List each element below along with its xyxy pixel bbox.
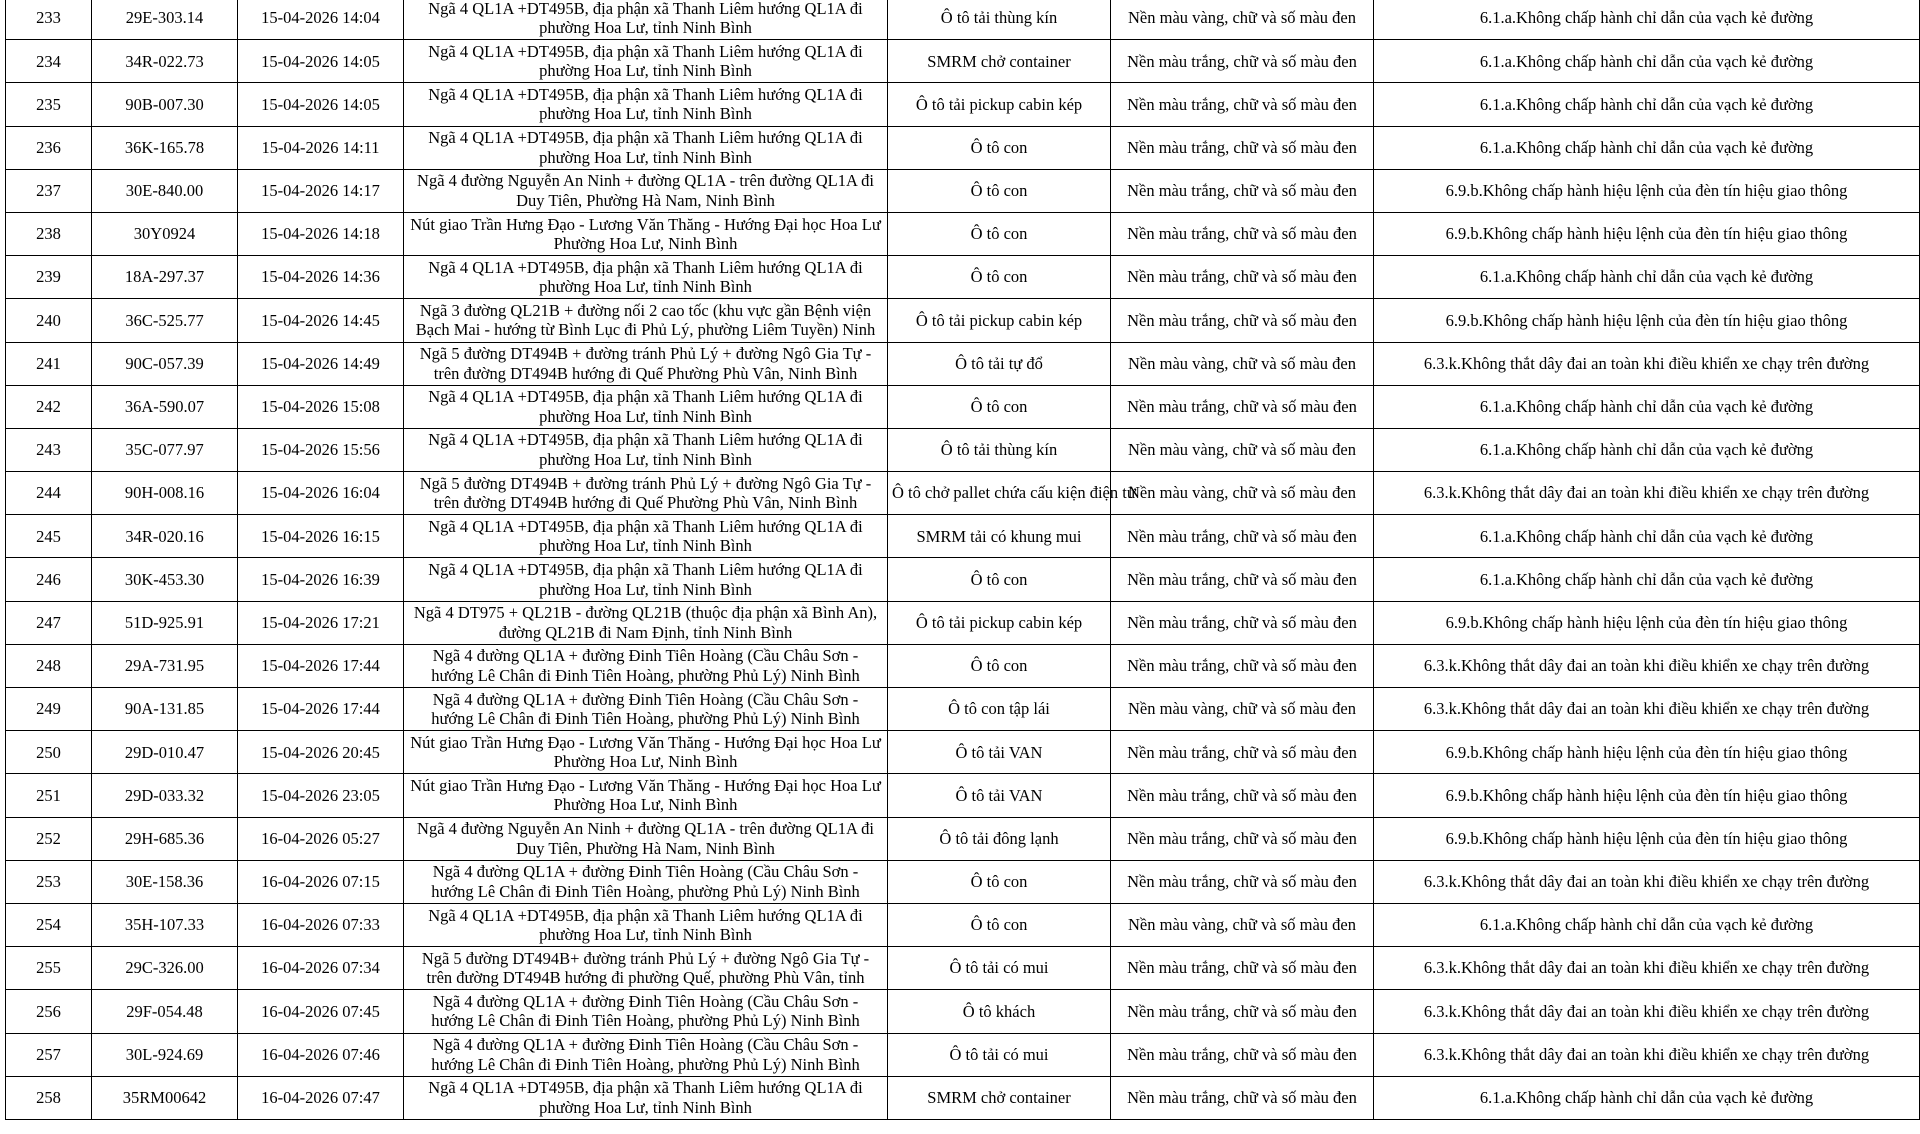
license-plate-cell: 30E-840.00: [92, 169, 238, 212]
vehicle-type-cell: SMRM chở container: [888, 40, 1111, 83]
violation-location-cell: [404, 385, 888, 428]
violation-time-cell: 15-04-2026 14:18: [238, 212, 404, 255]
location-text: Ngã 4 DT975 + QL21B - đường QL21B (thuộc địa phận xã Bình An), đường QL21B đi Nam Định, tỉnh Ninh Bình: [413, 603, 878, 642]
plate-color-cell: Nền màu vàng, chữ và số màu đen: [1111, 428, 1374, 471]
violation-location-cell: [404, 601, 888, 644]
row-number-cell: 242: [6, 385, 92, 428]
violation-location-cell: [404, 256, 888, 299]
plate-color-cell: Nền màu trắng, chữ và số màu đen: [1111, 256, 1374, 299]
location-text: Ngã 5 đường DT494B + đường tránh Phủ Lý + đường Ngô Gia Tự - trên đường DT494B hướng đi Quế Phường Phù Vân, Ninh Bình: [419, 344, 872, 383]
plate-color-cell: Nền màu trắng, chữ và số màu đen: [1111, 169, 1374, 212]
plate-color-cell: Nền màu trắng, chữ và số màu đen: [1111, 817, 1374, 860]
plate-color-cell: Nền màu trắng, chữ và số màu đen: [1111, 860, 1374, 903]
row-number-cell: 257: [6, 1033, 92, 1076]
violation-description-cell: 6.3.k.Không thắt dây đai an toàn khi điều khiển xe chạy trên đường: [1374, 644, 1920, 687]
plate-color-cell: Nền màu vàng, chữ và số màu đen: [1111, 0, 1374, 40]
row-number-cell: 234: [6, 40, 92, 83]
vehicle-type-cell: Ô tô con: [888, 644, 1111, 687]
vehicle-type-cell: Ô tô con: [888, 903, 1111, 946]
location-text: Nút giao Trần Hưng Đạo - Lương Văn Thăng - Hướng Đại học Hoa Lư Phường Hoa Lư, Ninh Bình: [410, 214, 881, 254]
location-text: Ngã 5 đường DT494B + đường tránh Phủ Lý + đường Ngô Gia Tự - trên đường DT494B hướng đi Quế Phường Phù Vân, Ninh Bình: [419, 473, 872, 513]
plate-color-cell: Nền màu vàng, chữ và số màu đen: [1111, 472, 1374, 515]
violation-description-cell: 6.3.k.Không thắt dây đai an toàn khi điều khiển xe chạy trên đường: [1374, 947, 1920, 990]
violation-table: [5, 0, 1920, 1120]
table-row: [6, 385, 1920, 428]
violation-location-cell: [404, 1033, 888, 1076]
vehicle-type-cell: Ô tô con: [888, 169, 1111, 212]
row-number-cell: 247: [6, 601, 92, 644]
vehicle-type-cell: Ô tô con: [888, 256, 1111, 299]
table-row: [6, 1076, 1920, 1119]
violation-description-cell: 6.9.b.Không chấp hành hiệu lệnh của đèn tín hiệu giao thông: [1374, 169, 1920, 212]
violation-time-cell: 15-04-2026 17:21: [238, 601, 404, 644]
table-row: [6, 126, 1920, 169]
vehicle-type-cell: Ô tô con: [888, 126, 1111, 169]
vehicle-type-cell: SMRM tải có khung mui: [888, 515, 1111, 558]
license-plate-cell: 30L-924.69: [92, 1033, 238, 1076]
table-row: [6, 947, 1920, 990]
violation-location-cell: [404, 169, 888, 212]
plate-color-cell: Nền màu trắng, chữ và số màu đen: [1111, 126, 1374, 169]
violation-location-cell: [404, 472, 888, 515]
violation-location-cell: [404, 342, 888, 385]
plate-color-cell: Nền màu trắng, chữ và số màu đen: [1111, 558, 1374, 601]
row-number-cell: 244: [6, 472, 92, 515]
row-number-cell: 256: [6, 990, 92, 1033]
violation-time-cell: 16-04-2026 07:47: [238, 1076, 404, 1119]
plate-color-cell: Nền màu trắng, chữ và số màu đen: [1111, 40, 1374, 83]
row-number-cell: 254: [6, 903, 92, 946]
violation-time-cell: 15-04-2026 14:45: [238, 299, 404, 342]
table-row: [6, 817, 1920, 860]
vehicle-type-cell: Ô tô con: [888, 860, 1111, 903]
vehicle-type-cell: Ô tô con: [888, 385, 1111, 428]
violation-time-cell: 16-04-2026 05:27: [238, 817, 404, 860]
vehicle-type-cell: Ô tô tải có mui: [888, 947, 1111, 990]
violation-time-cell: 15-04-2026 14:11: [238, 126, 404, 169]
violation-time-cell: 15-04-2026 16:39: [238, 558, 404, 601]
vehicle-type-cell: Ô tô con: [888, 212, 1111, 255]
violation-description-cell: 6.1.a.Không chấp hành chỉ dẫn của vạch kẻ đường: [1374, 256, 1920, 299]
location-text: Ngã 4 đường Nguyễn An Ninh + đường QL1A - trên đường QL1A đi Duy Tiên, Phường Hà Nam, Ninh Bình: [417, 819, 874, 858]
plate-color-cell: Nền màu trắng, chữ và số màu đen: [1111, 731, 1374, 774]
vehicle-type-cell: Ô tô con: [888, 558, 1111, 601]
vehicle-type-cell: Ô tô tải pickup cabin kép: [888, 299, 1111, 342]
violation-time-cell: 16-04-2026 07:46: [238, 1033, 404, 1076]
license-plate-cell: 30K-453.30: [92, 558, 238, 601]
license-plate-cell: 34R-022.73: [92, 40, 238, 83]
row-number-cell: 236: [6, 126, 92, 169]
license-plate-cell: 90C-057.39: [92, 342, 238, 385]
table-row: [6, 40, 1920, 83]
location-text: Ngã 4 đường QL1A + đường Đinh Tiên Hoàng (Cầu Châu Sơn - hướng Lê Chân đi Đinh Tiên Hoàng, phường Phủ Lý) Ninh Bình: [431, 689, 860, 729]
location-text: Ngã 4 đường QL1A + đường Đinh Tiên Hoàng (Cầu Châu Sơn - hướng Lê Chân đi Đinh Tiên Hoàng, phường Phủ Lý) Ninh Bình: [431, 991, 860, 1031]
license-plate-cell: 36A-590.07: [92, 385, 238, 428]
location-text: Ngã 4 QL1A +DT495B, địa phận xã Thanh Liêm hướng QL1A đi phường Hoa Lư, tỉnh Ninh Bình: [428, 430, 863, 469]
violation-location-cell: [404, 688, 888, 731]
table-row: [6, 688, 1920, 731]
table-row: [6, 860, 1920, 903]
violation-description-cell: 6.9.b.Không chấp hành hiệu lệnh của đèn tín hiệu giao thông: [1374, 299, 1920, 342]
violation-location-cell: [404, 126, 888, 169]
plate-color-cell: Nền màu trắng, chữ và số màu đen: [1111, 947, 1374, 990]
vehicle-type-cell: Ô tô tải pickup cabin kép: [888, 83, 1111, 126]
violation-time-cell: 15-04-2026 14:49: [238, 342, 404, 385]
plate-color-cell: Nền màu trắng, chữ và số màu đen: [1111, 1076, 1374, 1119]
violation-time-cell: 15-04-2026 15:08: [238, 385, 404, 428]
violation-time-cell: 15-04-2026 17:44: [238, 688, 404, 731]
table-row: [6, 212, 1920, 255]
table-row: [6, 83, 1920, 126]
vehicle-type-cell: Ô tô tải đông lạnh: [888, 817, 1111, 860]
vehicle-type-cell: Ô tô tải thùng kín: [888, 428, 1111, 471]
violation-description-cell: 6.3.k.Không thắt dây đai an toàn khi điều khiển xe chạy trên đường: [1374, 860, 1920, 903]
violation-time-cell: 15-04-2026 14:05: [238, 83, 404, 126]
location-text: Ngã 4 đường QL1A + đường Đinh Tiên Hoàng (Cầu Châu Sơn - hướng Lê Chân đi Đinh Tiên Hoàng, phường Phủ Lý) Ninh Bình: [431, 646, 860, 685]
violation-location-cell: [404, 40, 888, 83]
violation-description-cell: 6.1.a.Không chấp hành chỉ dẫn của vạch kẻ đường: [1374, 83, 1920, 126]
table-row: [6, 601, 1920, 644]
row-number-cell: 255: [6, 947, 92, 990]
row-number-cell: 252: [6, 817, 92, 860]
vehicle-type-cell: Ô tô tải tự đổ: [888, 342, 1111, 385]
violation-time-cell: 15-04-2026 16:15: [238, 515, 404, 558]
row-number-cell: 248: [6, 644, 92, 687]
license-plate-cell: 35RM00642: [92, 1076, 238, 1119]
row-number-cell: 243: [6, 428, 92, 471]
violation-description-cell: 6.1.a.Không chấp hành chỉ dẫn của vạch kẻ đường: [1374, 0, 1920, 40]
violation-description-cell: 6.1.a.Không chấp hành chỉ dẫn của vạch kẻ đường: [1374, 558, 1920, 601]
row-number-cell: 246: [6, 558, 92, 601]
violation-time-cell: 15-04-2026 14:36: [238, 256, 404, 299]
violation-description-cell: 6.9.b.Không chấp hành hiệu lệnh của đèn tín hiệu giao thông: [1374, 731, 1920, 774]
table-row: [6, 169, 1920, 212]
violation-time-cell: 15-04-2026 15:56: [238, 428, 404, 471]
license-plate-cell: 36K-165.78: [92, 126, 238, 169]
vehicle-type-cell: Ô tô tải VAN: [888, 774, 1111, 817]
row-number-cell: 253: [6, 860, 92, 903]
license-plate-cell: 29A-731.95: [92, 644, 238, 687]
license-plate-cell: 51D-925.91: [92, 601, 238, 644]
violation-location-cell: [404, 903, 888, 946]
location-text: Ngã 4 QL1A +DT495B, địa phận xã Thanh Liêm hướng QL1A đi phường Hoa Lư, tỉnh Ninh Bình: [428, 516, 863, 556]
row-number-cell: 249: [6, 688, 92, 731]
violation-time-cell: 15-04-2026 14:05: [238, 40, 404, 83]
location-text: Ngã 4 QL1A +DT495B, địa phận xã Thanh Liêm hướng QL1A đi phường Hoa Lư, tỉnh Ninh Bình: [428, 0, 863, 38]
license-plate-cell: 29H-685.36: [92, 817, 238, 860]
vehicle-type-cell: Ô tô khách: [888, 990, 1111, 1033]
table-row: [6, 299, 1920, 342]
violation-description-cell: 6.1.a.Không chấp hành chỉ dẫn của vạch kẻ đường: [1374, 515, 1920, 558]
plate-color-cell: Nền màu trắng, chữ và số màu đen: [1111, 990, 1374, 1033]
row-number-cell: 245: [6, 515, 92, 558]
vehicle-type-cell: Ô tô con tập lái: [888, 688, 1111, 731]
violation-description-cell: 6.3.k.Không thắt dây đai an toàn khi điều khiển xe chạy trên đường: [1374, 990, 1920, 1033]
violation-time-cell: 15-04-2026 20:45: [238, 731, 404, 774]
license-plate-cell: 29D-010.47: [92, 731, 238, 774]
table-row: [6, 644, 1920, 687]
location-text: Ngã 3 đường QL21B + đường nối 2 cao tốc (khu vực gần Bệnh viện Bạch Mai - hướng từ Bình Lục đi Phủ Lý, phường Liêm Tuyền) Ninh: [415, 300, 876, 340]
violation-description-cell: 6.9.b.Không chấp hành hiệu lệnh của đèn tín hiệu giao thông: [1374, 601, 1920, 644]
plate-color-cell: Nền màu trắng, chữ và số màu đen: [1111, 774, 1374, 817]
row-number-cell: 258: [6, 1076, 92, 1119]
violation-description-cell: 6.9.b.Không chấp hành hiệu lệnh của đèn tín hiệu giao thông: [1374, 774, 1920, 817]
violation-location-cell: [404, 990, 888, 1033]
violation-time-cell: 15-04-2026 16:04: [238, 472, 404, 515]
violation-time-cell: 16-04-2026 07:15: [238, 860, 404, 903]
table-row: [6, 731, 1920, 774]
table-row: [6, 903, 1920, 946]
row-number-cell: 250: [6, 731, 92, 774]
license-plate-cell: 29D-033.32: [92, 774, 238, 817]
location-text: Ngã 4 QL1A +DT495B, địa phận xã Thanh Liêm hướng QL1A đi phường Hoa Lư, tỉnh Ninh Bình: [428, 84, 863, 124]
violation-location-cell: [404, 947, 888, 990]
location-text: Ngã 4 đường QL1A + đường Đinh Tiên Hoàng (Cầu Châu Sơn - hướng Lê Chân đi Đinh Tiên Hoàng, phường Phủ Lý) Ninh Bình: [431, 1035, 860, 1074]
table-row: [6, 990, 1920, 1033]
row-number-cell: 237: [6, 169, 92, 212]
license-plate-cell: 90A-131.85: [92, 688, 238, 731]
violation-location-cell: [404, 558, 888, 601]
plate-color-cell: Nền màu trắng, chữ và số màu đen: [1111, 385, 1374, 428]
violation-location-cell: [404, 515, 888, 558]
license-plate-cell: 36C-525.77: [92, 299, 238, 342]
violation-time-cell: 15-04-2026 17:44: [238, 644, 404, 687]
violation-location-cell: [404, 83, 888, 126]
location-text: Nút giao Trần Hưng Đạo - Lương Văn Thăng - Hướng Đại học Hoa Lư Phường Hoa Lư, Ninh Bình: [410, 775, 881, 815]
row-number-cell: 240: [6, 299, 92, 342]
table-row: [6, 0, 1920, 40]
location-text: Ngã 4 QL1A +DT495B, địa phận xã Thanh Liêm hướng QL1A đi phường Hoa Lư, tỉnh Ninh Bình: [428, 1078, 863, 1117]
plate-color-cell: Nền màu vàng, chữ và số màu đen: [1111, 688, 1374, 731]
violation-time-cell: 16-04-2026 07:45: [238, 990, 404, 1033]
plate-color-cell: Nền màu trắng, chữ và số màu đen: [1111, 601, 1374, 644]
violation-description-cell: 6.3.k.Không thắt dây đai an toàn khi điều khiển xe chạy trên đường: [1374, 1033, 1920, 1076]
table-row: [6, 428, 1920, 471]
table-row: [6, 1033, 1920, 1076]
violation-description-cell: 6.9.b.Không chấp hành hiệu lệnh của đèn tín hiệu giao thông: [1374, 212, 1920, 255]
license-plate-cell: 34R-020.16: [92, 515, 238, 558]
plate-color-cell: Nền màu vàng, chữ và số màu đen: [1111, 342, 1374, 385]
vehicle-type-cell: SMRM chở container: [888, 1076, 1111, 1119]
violation-description-cell: 6.1.a.Không chấp hành chỉ dẫn của vạch kẻ đường: [1374, 903, 1920, 946]
violation-description-cell: 6.9.b.Không chấp hành hiệu lệnh của đèn tín hiệu giao thông: [1374, 817, 1920, 860]
violation-description-cell: 6.1.a.Không chấp hành chỉ dẫn của vạch kẻ đường: [1374, 428, 1920, 471]
violation-location-cell: [404, 428, 888, 471]
row-number-cell: 233: [6, 0, 92, 40]
violation-description-cell: 6.3.k.Không thắt dây đai an toàn khi điều khiển xe chạy trên đường: [1374, 342, 1920, 385]
violation-table-body: [6, 0, 1920, 1119]
violation-location-cell: [404, 774, 888, 817]
violation-description-cell: 6.1.a.Không chấp hành chỉ dẫn của vạch kẻ đường: [1374, 1076, 1920, 1119]
location-text: Ngã 4 QL1A +DT495B, địa phận xã Thanh Liêm hướng QL1A đi phường Hoa Lư, tỉnh Ninh Bình: [428, 257, 863, 297]
location-text: Ngã 4 QL1A +DT495B, địa phận xã Thanh Liêm hướng QL1A đi phường Hoa Lư, tỉnh Ninh Bình: [428, 905, 863, 945]
violation-description-cell: 6.1.a.Không chấp hành chỉ dẫn của vạch kẻ đường: [1374, 385, 1920, 428]
license-plate-cell: 29F-054.48: [92, 990, 238, 1033]
plate-color-cell: Nền màu trắng, chữ và số màu đen: [1111, 299, 1374, 342]
location-text: Ngã 4 QL1A +DT495B, địa phận xã Thanh Liêm hướng QL1A đi phường Hoa Lư, tỉnh Ninh Bình: [428, 41, 863, 81]
plate-color-cell: Nền màu trắng, chữ và số màu đen: [1111, 644, 1374, 687]
table-row: [6, 774, 1920, 817]
location-text: Ngã 5 đường DT494B+ đường tránh Phủ Lý + đường Ngô Gia Tự - trên đường DT494B hướng đi phường Quế, phường Phù Vân, tỉnh: [421, 948, 870, 988]
violation-location-cell: [404, 299, 888, 342]
location-text: Ngã 4 QL1A +DT495B, địa phận xã Thanh Liêm hướng QL1A đi phường Hoa Lư, tỉnh Ninh Bình: [428, 128, 863, 167]
license-plate-cell: 29E-303.14: [92, 0, 238, 40]
license-plate-cell: 18A-297.37: [92, 256, 238, 299]
violation-time-cell: 15-04-2026 23:05: [238, 774, 404, 817]
vehicle-type-cell: Ô tô tải VAN: [888, 731, 1111, 774]
license-plate-cell: 90H-008.16: [92, 472, 238, 515]
license-plate-cell: 35C-077.97: [92, 428, 238, 471]
vehicle-type-cell: Ô tô tải có mui: [888, 1033, 1111, 1076]
plate-color-cell: Nền màu trắng, chữ và số màu đen: [1111, 83, 1374, 126]
row-number-cell: 238: [6, 212, 92, 255]
violation-time-cell: 16-04-2026 07:33: [238, 903, 404, 946]
row-number-cell: 251: [6, 774, 92, 817]
vehicle-type-cell: Ô tô tải pickup cabin kép: [888, 601, 1111, 644]
location-text: Ngã 4 đường QL1A + đường Đinh Tiên Hoàng (Cầu Châu Sơn - hướng Lê Chân đi Đinh Tiên Hoàng, phường Phủ Lý) Ninh Bình: [431, 862, 860, 901]
violation-location-cell: [404, 212, 888, 255]
row-number-cell: 235: [6, 83, 92, 126]
violation-description-cell: 6.1.a.Không chấp hành chỉ dẫn của vạch kẻ đường: [1374, 40, 1920, 83]
table-row: [6, 558, 1920, 601]
license-plate-cell: 35H-107.33: [92, 903, 238, 946]
violation-location-cell: [404, 0, 888, 40]
license-plate-cell: 30E-158.36: [92, 860, 238, 903]
location-text: Ngã 4 QL1A +DT495B, địa phận xã Thanh Liêm hướng QL1A đi phường Hoa Lư, tỉnh Ninh Bình: [428, 560, 863, 599]
row-number-cell: 239: [6, 256, 92, 299]
license-plate-cell: 90B-007.30: [92, 83, 238, 126]
location-text: Ngã 4 QL1A +DT495B, địa phận xã Thanh Liêm hướng QL1A đi phường Hoa Lư, tỉnh Ninh Bình: [428, 387, 863, 426]
violation-time-cell: 15-04-2026 14:17: [238, 169, 404, 212]
table-row: [6, 472, 1920, 515]
violation-time-cell: 15-04-2026 14:04: [238, 0, 404, 40]
violation-description-cell: 6.3.k.Không thắt dây đai an toàn khi điều khiển xe chạy trên đường: [1374, 688, 1920, 731]
plate-color-cell: Nền màu vàng, chữ và số màu đen: [1111, 903, 1374, 946]
license-plate-cell: 29C-326.00: [92, 947, 238, 990]
violation-location-cell: [404, 817, 888, 860]
table-row: [6, 515, 1920, 558]
row-number-cell: 241: [6, 342, 92, 385]
violation-location-cell: [404, 1076, 888, 1119]
violation-time-cell: 16-04-2026 07:34: [238, 947, 404, 990]
plate-color-cell: Nền màu trắng, chữ và số màu đen: [1111, 515, 1374, 558]
violation-description-cell: 6.3.k.Không thắt dây đai an toàn khi điều khiển xe chạy trên đường: [1374, 472, 1920, 515]
license-plate-cell: 30Y0924: [92, 212, 238, 255]
violation-location-cell: [404, 731, 888, 774]
location-text: Ngã 4 đường Nguyễn An Ninh + đường QL1A - trên đường QL1A đi Duy Tiên, Phường Hà Nam, Ninh Bình: [417, 171, 874, 210]
plate-color-cell: Nền màu trắng, chữ và số màu đen: [1111, 1033, 1374, 1076]
vehicle-type-cell: Ô tô chở pallet chứa cấu kiện điện tử: [888, 472, 1111, 515]
violation-location-cell: [404, 860, 888, 903]
violation-location-cell: [404, 644, 888, 687]
table-row: [6, 256, 1920, 299]
violation-description-cell: 6.1.a.Không chấp hành chỉ dẫn của vạch kẻ đường: [1374, 126, 1920, 169]
vehicle-type-cell: Ô tô tải thùng kín: [888, 0, 1111, 40]
table-row: [6, 342, 1920, 385]
location-text: Nút giao Trần Hưng Đạo - Lương Văn Thăng - Hướng Đại học Hoa Lư Phường Hoa Lư, Ninh Bình: [410, 732, 881, 772]
plate-color-cell: Nền màu trắng, chữ và số màu đen: [1111, 212, 1374, 255]
